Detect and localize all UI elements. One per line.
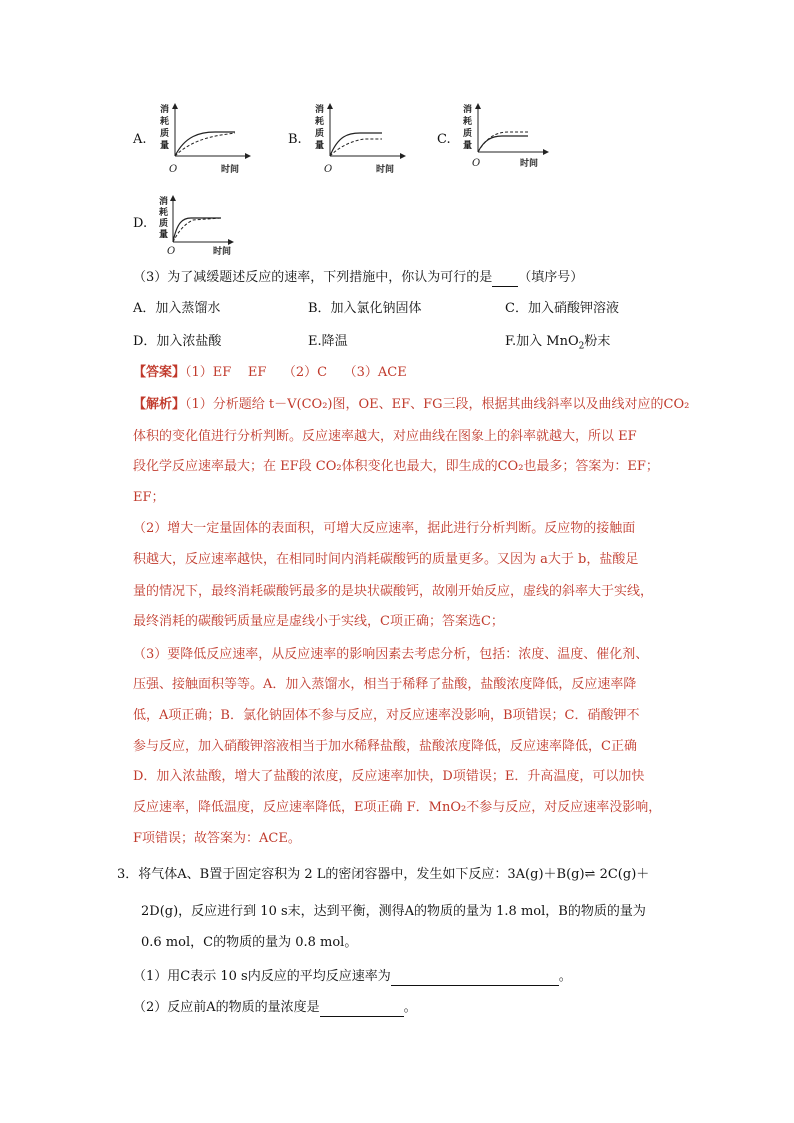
graph-a-dashed-curve: [175, 133, 235, 156]
graph-d-ylabel-4: 量: [159, 230, 169, 240]
analysis-line-11: 低，A项正确；B．氯化钠固体不参与反应，对反应速率没影响，B项错误；C．硝酸钾不: [133, 708, 640, 723]
analysis-line-9: （3）要降低反应速率，从反应速率的影响因素去考虑分析，包括：浓度、温度、催化剂、: [133, 647, 649, 662]
graph-d-solid-curve: [173, 218, 221, 242]
graph-a: [155, 100, 255, 178]
q3-option-a: A．加入蒸馏水: [133, 301, 221, 316]
problem3-sub2: （2）反应前A的物质的量浓度是 。: [133, 1000, 417, 1015]
q3-option-d: D．加入浓盐酸: [133, 334, 222, 349]
graph-a-xlabel: 时间: [221, 165, 240, 175]
analysis-line-13: D．加入浓盐酸，增大了盐酸的浓度，反应速率加快，D项错误；E．升高温度，可以加快: [133, 769, 645, 784]
analysis-line-10: 压强、接触面积等等。A．加入蒸馏水，相当于稀释了盐酸，盐酸浓度降低，反应速率降: [133, 677, 637, 692]
graph-d-ylabel-3: 质: [159, 219, 169, 229]
graph-a-ylabel-2: 耗: [160, 117, 170, 127]
analysis-line-7: 量的情况下，最终消耗碳酸钙最多的是块状碳酸钙，故刚开始反应，虚线的斜率大于实线，: [133, 584, 654, 599]
analysis-line-14: 反应速率，降低温度，反应速率降低，E项正确 F．MnO₂不参与反应，对反应速率没影响，: [133, 800, 662, 815]
analysis-line-3: 段化学反应速率最大；在 EF段 CO₂体积变化也最大，即生成的CO₂也最多；答案为：EF；: [133, 459, 659, 474]
sub2-answer-blank[interactable]: [320, 998, 404, 1017]
graph-c-dashed-curve: [478, 132, 528, 152]
equilibrium-arrow-icon: ⇌: [584, 867, 596, 882]
q3-option-c: C．加入硝酸钾溶液: [505, 301, 619, 316]
problem3-line-3: 0.6 mol，C的物质的量为 0.8 mol。: [141, 935, 358, 950]
graph-c-label: C.: [437, 132, 451, 147]
graph-a-origin: O: [169, 164, 178, 175]
analysis-line-2: 体积的变化值进行分析判断。反应速率越大，对应曲线在图象上的斜率就越大，所以 EF: [133, 429, 637, 444]
q3-stem: （3）为了减缓题述反应的速率，下列措施中，你认为可行的是 （填序号）: [133, 270, 584, 285]
graph-d: [155, 192, 245, 258]
analysis-line-1: 【解析】（1）分析题给 t－V(CO₂)图，OE、EF、FG三段，根据其曲线斜率以及曲线对应的CO₂: [133, 397, 690, 412]
graph-d-ylabel-2: 耗: [159, 208, 169, 218]
problem3-sub1: （1）用C表示 10 s内反应的平均反应速率为 。: [133, 969, 572, 984]
analysis-line-15: F项错误；故答案为：ACE。: [133, 831, 301, 846]
graph-b-ylabel-4: 量: [315, 141, 325, 151]
analysis-line-12: 参与反应，加入硝酸钾溶液相当于加水稀释盐酸，盐酸浓度降低，反应速率降低，C正确: [133, 739, 637, 754]
graph-c-ylabel-3: 质: [463, 129, 473, 139]
analysis-line-4: EF；: [133, 490, 165, 505]
answer-tag: 【答案】: [133, 365, 186, 380]
graph-a-label: A.: [133, 132, 147, 147]
graph-c-origin: O: [472, 158, 481, 169]
graph-b-label: B.: [288, 132, 302, 147]
graph-c: [458, 100, 558, 178]
graph-d-origin: O: [167, 246, 176, 257]
graph-c-solid-curve: [478, 136, 528, 152]
graph-d-xlabel: 时间: [213, 247, 232, 257]
graph-d-label: D.: [133, 216, 148, 231]
graph-b-ylabel-2: 耗: [315, 117, 325, 127]
graph-b-ylabel-3: 质: [315, 129, 325, 139]
graph-a-ylabel-4: 量: [160, 141, 170, 151]
q3-option-f: F.加入 MnO$_2$粉末: [505, 334, 611, 352]
analysis-line-6: 积越大，反应速率越快，在相同时间内消耗碳酸钙的质量更多。又因为 a大于 b，盐酸足: [133, 552, 639, 567]
graph-c-ylabel-2: 耗: [463, 117, 473, 127]
graph-d-dashed-curve: [173, 218, 221, 242]
graph-b: [310, 100, 410, 178]
graph-a-ylabel-1: 消: [160, 105, 170, 115]
graph-b-origin: O: [324, 164, 333, 175]
graph-b-xlabel: 时间: [376, 165, 395, 175]
graph-c-ylabel-1: 消: [463, 105, 473, 115]
graph-d-ylabel-1: 消: [159, 197, 169, 207]
problem3-line-2: 2D(g)，反应进行到 10 s末，达到平衡，测得A的物质的量为 1.8 mol，B的物质的量为: [141, 904, 646, 919]
graph-b-ylabel-1: 消: [315, 105, 325, 115]
graph-a-ylabel-3: 质: [160, 129, 170, 139]
answer-line: [133, 364, 407, 382]
analysis-line-8: 最终消耗的碳酸钙质量应是虚线小于实线，C项正确；答案选C；: [133, 614, 504, 629]
q3-answer-blank[interactable]: [492, 268, 518, 287]
graph-c-xlabel: 时间: [520, 159, 539, 169]
analysis-tag: 【解析】: [133, 397, 186, 412]
problem3-line-1: 3．将气体A、B置于固定容积为 2 L的密闭容器中，发生如下反应：3A(g)＋B(g)⇌ 2C(g)＋: [117, 867, 650, 882]
problem3-number: 3．: [117, 867, 139, 882]
graph-b-solid-curve: [330, 133, 382, 156]
graph-a-solid-curve: [175, 132, 235, 156]
q3-option-e: E.降温: [308, 334, 348, 349]
sub1-answer-blank[interactable]: [391, 967, 559, 986]
analysis-line-5: （2）增大一定量固体的表面积，可增大反应速率，据此进行分析判断。反应物的接触面: [133, 521, 636, 536]
answer-text: （1）EF EF （2）C （3）ACE: [185, 365, 407, 380]
q3-option-b: B．加入氯化钠固体: [308, 301, 422, 316]
graph-c-ylabel-4: 量: [463, 141, 473, 151]
